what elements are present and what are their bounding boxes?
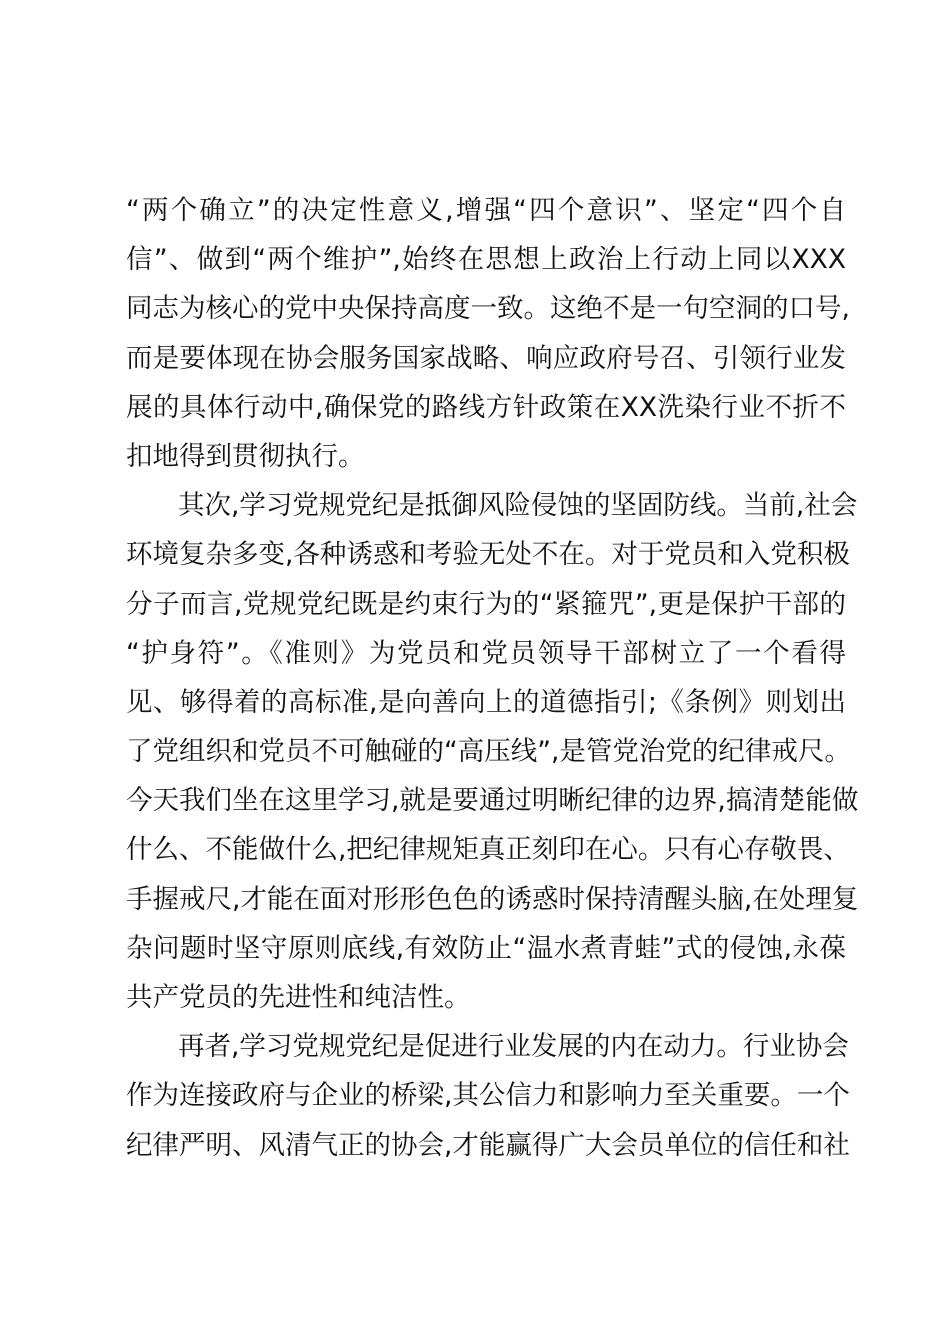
text-line: 纪律严明、风清气正的协会,才能赢得广大会员单位的信任和社 (126, 1129, 850, 1161)
text-line: 展的具体行动中,确保党的路线方针政策在XX洗染行业不折不 (126, 391, 846, 423)
text-line: 扣地得到贯彻执行。 (126, 440, 365, 472)
body-text (126, 186, 859, 1170)
text-line: 手握戒尺,才能在面对形形色色的诱惑时保持清醒头脑,在处理复 (126, 883, 859, 915)
text-line: 见、够得着的高标准,是向善向上的道德指引;《条例》则划出 (126, 686, 846, 718)
text-line: 信”、做到“两个维护”,始终在思想上政治上行动上同以XXX (126, 244, 846, 276)
text-line: 今天我们坐在这里学习,就是要通过明晰纪律的边界,搞清楚能做 (126, 785, 859, 817)
text-line: 了党组织和党员不可触碰的“高压线”,是管党治党的纪律戒尺。 (126, 736, 851, 768)
paragraph-start-line: 其次,学习党规党纪是抵御风险侵蚀的坚固防线。当前,社会 (178, 490, 858, 522)
text-line: “护身符”。《准则》为党员和党员领导干部树立了一个看得 (126, 637, 846, 669)
text-line: 杂问题时坚守原则底线,有效防止“温水煮青蛙”式的侵蚀,永葆 (126, 932, 846, 964)
text-line: 而是要体现在协会服务国家战略、响应政府号召、引领行业发 (126, 342, 846, 374)
text-line: 环境复杂多变,各种诱惑和考验无处不在。对于党员和入党积极 (126, 539, 850, 571)
text-line: 共产党员的先进性和纯洁性。 (126, 982, 471, 1013)
text-line: 什么、不能做什么,把纪律规矩真正刻印在心。只有心存敬畏、 (126, 834, 850, 866)
text-line: 作为连接政府与企业的桥梁,其公信力和影响力至关重要。一个 (126, 1080, 850, 1112)
text-line: “两个确立”的决定性意义,增强“四个意识”、坚定“四个自 (126, 195, 846, 226)
paragraph-start-line: 再者,学习党规党纪是促进行业发展的内在动力。行业协会 (178, 1031, 849, 1063)
text-line: 分子而言,党规党纪既是约束行为的“紧箍咒”,更是保护干部的 (126, 588, 846, 620)
text-line: 同志为核心的党中央保持高度一致。这绝不是一句空洞的口号, (126, 293, 850, 325)
